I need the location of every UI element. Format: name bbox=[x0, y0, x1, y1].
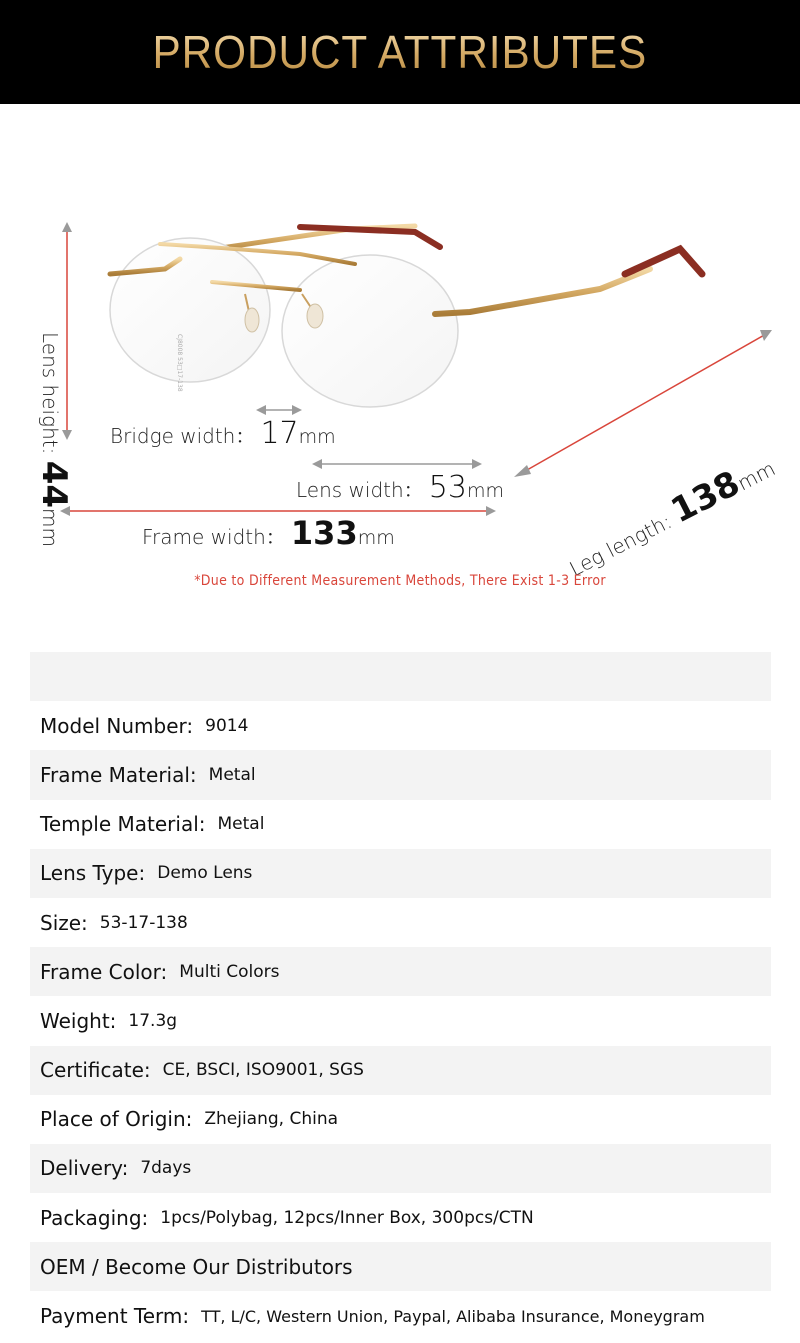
attr-value: Demo Lens bbox=[157, 863, 253, 884]
attr-value: 7days bbox=[140, 1158, 192, 1179]
attr-row-frame-color bbox=[30, 947, 771, 996]
glasses-illustration bbox=[0, 104, 800, 634]
right-lens bbox=[282, 255, 458, 407]
left-lens bbox=[110, 238, 270, 382]
attr-label: Place of Origin: bbox=[40, 1107, 193, 1132]
attr-row-place-of-origin bbox=[30, 1095, 771, 1144]
attr-label: Payment Term: bbox=[40, 1304, 190, 1329]
bridge-width-text: Bridge width： bbox=[110, 424, 256, 448]
lens-height-unit: mm bbox=[38, 508, 62, 547]
attr-value: Zhejiang, China bbox=[204, 1109, 339, 1130]
attributes-table bbox=[30, 652, 771, 1341]
page-title: PRODUCT ATTRIBUTES bbox=[152, 26, 648, 78]
attr-label: Lens Type: bbox=[40, 861, 146, 886]
lens-height-text: Lens height: bbox=[38, 332, 62, 455]
frame-width-unit: mm bbox=[357, 527, 395, 549]
lens-width-value: 53 bbox=[428, 470, 467, 505]
attr-row-oem bbox=[30, 1242, 771, 1291]
frame-width-value: 133 bbox=[290, 514, 358, 552]
leg-length-value: 138 bbox=[664, 463, 747, 532]
attr-row-certificate bbox=[30, 1046, 771, 1095]
leg-length-text: Leg length: bbox=[565, 509, 676, 582]
attributes-header-row bbox=[30, 652, 771, 701]
attr-label: Certificate: bbox=[40, 1058, 151, 1083]
svg-text:CJ8008 53□17-138: CJ8008 53□17-138 bbox=[176, 334, 183, 392]
measurement-diagram bbox=[0, 104, 800, 634]
attr-row-frame-material bbox=[30, 750, 771, 799]
lens-width-unit: mm bbox=[466, 480, 504, 502]
bridge-width-value: 17 bbox=[260, 416, 299, 451]
measurement-note: *Due to Different Measurement Methods, There Exist 1-3 Error bbox=[194, 573, 606, 589]
attr-value: TT, L/C, Western Union, Paypal, Alibaba Insurance, Moneygram bbox=[201, 1306, 705, 1326]
frame-width-text: Frame width： bbox=[142, 525, 286, 549]
attr-label: Weight: bbox=[40, 1008, 117, 1033]
attr-row-payment-term bbox=[30, 1291, 771, 1340]
attr-label: Size: bbox=[40, 910, 88, 935]
attr-value: 9014 bbox=[205, 715, 249, 736]
frame-width-label bbox=[142, 514, 395, 552]
attr-row-weight bbox=[30, 996, 771, 1045]
attr-row-lens-type bbox=[30, 849, 771, 898]
attr-row-size bbox=[30, 898, 771, 947]
attr-label: Frame Material: bbox=[40, 762, 197, 787]
attr-label: Temple Material: bbox=[40, 812, 206, 837]
lens-width-label bbox=[296, 470, 504, 505]
leg-length-unit: mm bbox=[733, 456, 780, 496]
attr-row-packaging bbox=[30, 1193, 771, 1242]
attr-label: OEM / Become Our Distributors bbox=[40, 1254, 353, 1279]
lens-height-label bbox=[34, 332, 74, 547]
attr-label: Model Number: bbox=[40, 713, 194, 738]
attr-label: Packaging: bbox=[40, 1205, 149, 1230]
attr-row-temple-material bbox=[30, 800, 771, 849]
attr-value: CE, BSCI, ISO9001, SGS bbox=[162, 1060, 364, 1081]
header-banner bbox=[0, 0, 800, 104]
lens-height-value: 44 bbox=[34, 460, 74, 509]
bridge-width-unit: mm bbox=[298, 426, 336, 448]
attr-label: Frame Color: bbox=[40, 959, 168, 984]
attr-row-model-number bbox=[30, 701, 771, 750]
attr-row-delivery bbox=[30, 1144, 771, 1193]
temple-arm-front bbox=[435, 269, 650, 314]
bridge-width-label bbox=[110, 416, 336, 451]
lens-width-text: Lens width： bbox=[296, 478, 424, 502]
attr-label: Delivery: bbox=[40, 1156, 129, 1181]
attr-value: Metal bbox=[208, 764, 256, 785]
attr-value: Multi Colors bbox=[179, 961, 280, 982]
leg-length-line bbox=[520, 334, 766, 474]
attr-value: Metal bbox=[217, 814, 265, 835]
attr-value: 1pcs/Polybag, 12pcs/Inner Box, 300pcs/CTN bbox=[160, 1207, 534, 1228]
attr-value: 53-17-138 bbox=[99, 912, 188, 933]
attr-value: 17.3g bbox=[128, 1010, 178, 1031]
